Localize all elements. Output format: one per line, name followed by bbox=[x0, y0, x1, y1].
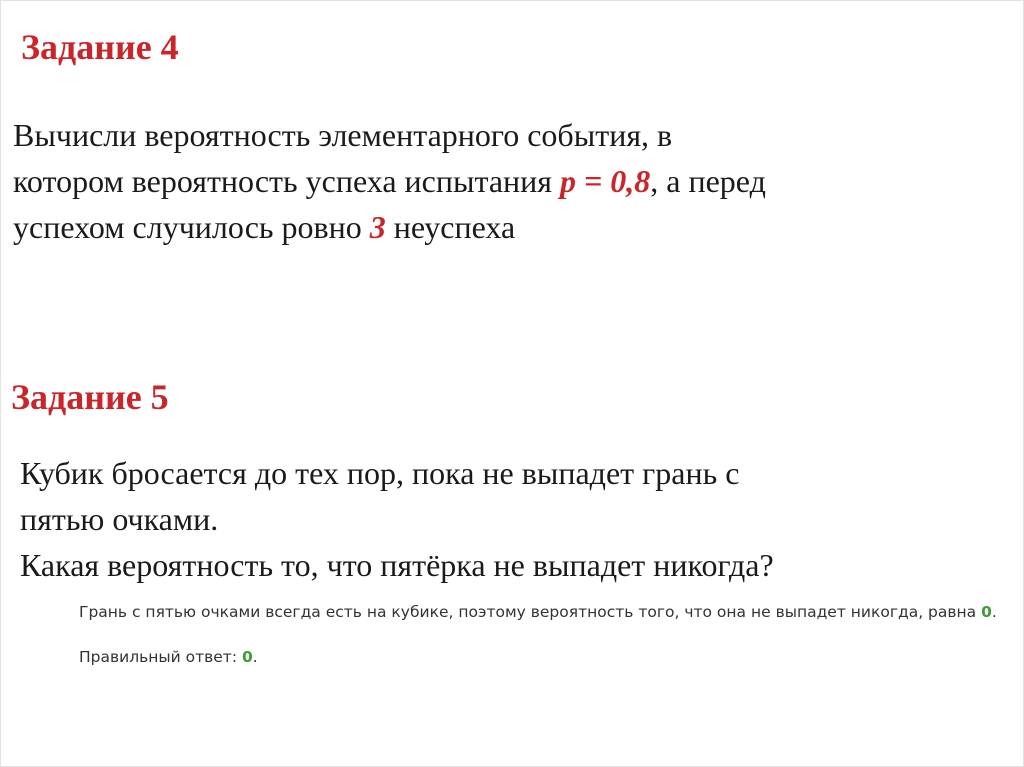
success-probability-value: p = 0,8 bbox=[560, 163, 651, 199]
task-4-line-2 bbox=[13, 158, 1003, 204]
task-5-heading: Задание 5 bbox=[11, 377, 169, 417]
task-5-line-3: Какая вероятность то, что пятёрка не выпадет никогда? bbox=[20, 547, 774, 583]
answer-explanation-text: Грань с пятью очками всегда есть на кубике, поэтому вероятность того, что она не выпадет никогда, равна bbox=[79, 603, 982, 621]
correct-answer-value: 0 bbox=[241, 648, 253, 666]
task-4-line-3-end: неуспеха bbox=[385, 209, 516, 245]
correct-answer-label: Правильный ответ: bbox=[79, 648, 242, 666]
task-4-question bbox=[13, 112, 1003, 250]
task-5-question bbox=[20, 450, 1010, 588]
task-4-line-1: Вычисли вероятность элементарного события, в bbox=[13, 117, 673, 153]
answer-explanation bbox=[79, 598, 1019, 626]
task-4-line-2-end: , а перед bbox=[650, 163, 766, 199]
task-4-heading: Задание 4 bbox=[21, 27, 179, 67]
task-5-line-2: пятью очками. bbox=[20, 501, 219, 537]
task-4-line-3-start: успехом случилось ровно bbox=[13, 209, 370, 245]
answer-block bbox=[79, 598, 1019, 671]
task-4-line-2-start: котором вероятность успеха испытания bbox=[13, 163, 561, 199]
failures-count-value: 3 bbox=[369, 209, 386, 245]
answer-explanation-period: . bbox=[991, 603, 997, 621]
answer-explanation-value: 0 bbox=[981, 603, 992, 621]
task-5-line-1: Кубик бросается до тех пор, пока не выпадет грань с bbox=[20, 455, 740, 491]
task-4-line-3 bbox=[13, 204, 1003, 250]
correct-answer-period: . bbox=[252, 648, 258, 666]
correct-answer bbox=[79, 643, 1019, 671]
